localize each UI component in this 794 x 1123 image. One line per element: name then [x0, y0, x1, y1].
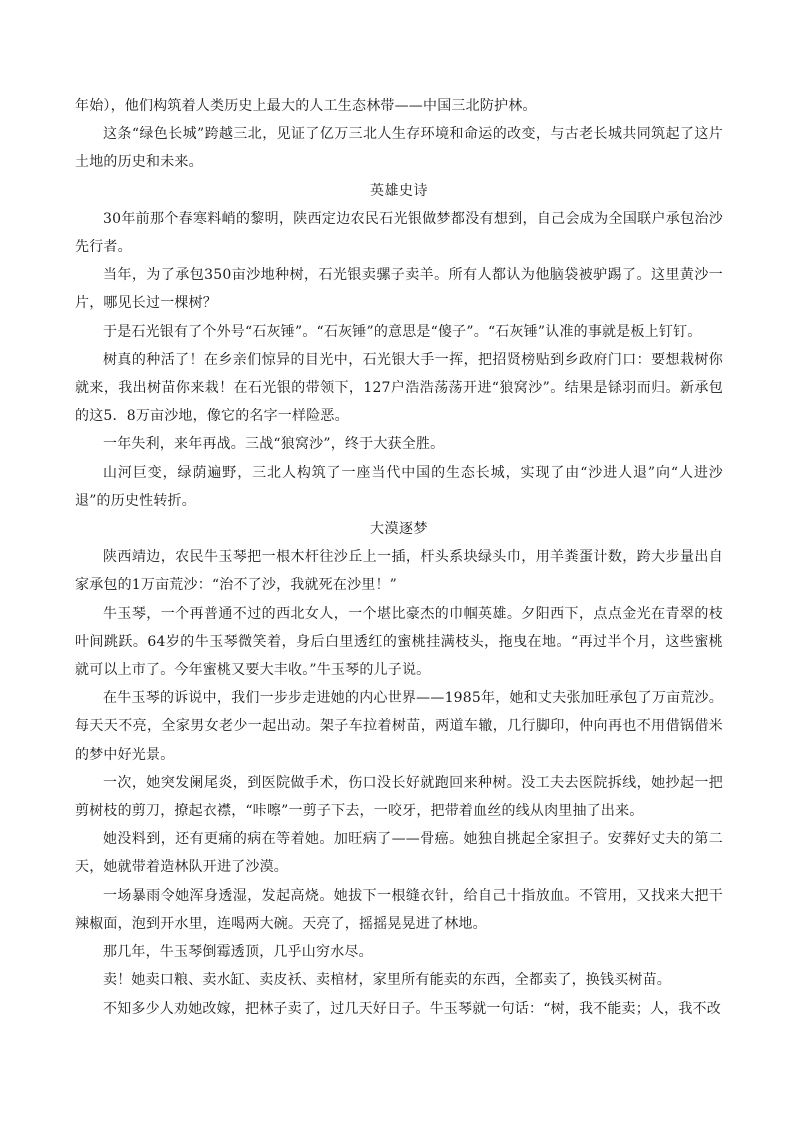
paragraph-14: 一场暴雨令她浑身透湿，发起高烧。她拔下一根缝衣针，给自己十指放血。不管用，又找来大把干辣椒面，泡到开水里，连喝两大碗。天亮了，摇摇晃晃进了林地。 — [75, 887, 723, 932]
paragraph-16: 卖！她卖口粮、卖水缸、卖皮袄、卖棺材，家里所有能卖的东西，全都卖了，换钱买树苗。 — [103, 972, 671, 989]
section-heading-desert-dream: 大漠逐梦 — [370, 521, 428, 538]
paragraph-9: 陕西靖边，农民牛玉琴把一根木杆往沙丘上一插，杆头系块绿头巾，用羊粪蛋计数，跨大步量出自家承包的1万亩荒沙：“治不了沙，我就死在沙里！” — [75, 549, 723, 594]
paragraph-13: 她没料到，还有更痛的病在等着她。加旺病了——骨癌。她独自挑起全家担子。安葬好丈夫的第二天，她就带着造林队开进了沙漠。 — [75, 831, 723, 876]
paragraph-6: 树真的种活了！在乡亲们惊异的目光中，石光银大手一挥，把招贤榜贴到乡政府门口：要想栽树你就来，我出树苗你来栽！在石光银的带领下，127户浩浩荡荡开进“狼窝沙”。结果是铩羽而归。新承包的这5．8万亩沙地，像它的名字一样险恶。 — [75, 351, 723, 425]
paragraph-12: 一次，她突发阑尾炎，到医院做手术，伤口没长好就跑回来种树。没工夫去医院拆线，她抄起一把剪树枝的剪刀，撩起衣襟，“咔嚓”一剪子下去，一咬牙，把带着血丝的线从肉里抽了出来。 — [75, 774, 723, 820]
paragraph-1: 年始），他们构筑着人类历史上最大的人工生态林带——中国三北防护林。 — [75, 98, 537, 114]
section-heading-heroic-epic: 英雄史诗 — [370, 182, 428, 199]
paragraph-15: 那几年，牛玉琴倒霉透顶，几乎山穷水尽。 — [103, 944, 373, 961]
document-page — [75, 92, 723, 1023]
paragraph-4: 当年，为了承包350亩沙地种树，石光银卖骡子卖羊。所有人都认为他脑袋被驴踢了。这里黄沙一片，哪见长过一棵树？ — [75, 267, 723, 312]
paragraph-8: 山河巨变，绿荫遍野，三北人构筑了一座当代中国的生态长城，实现了由“沙进人退”向“人进沙退”的历史性转折。 — [75, 464, 723, 509]
paragraph-7: 一年失利，来年再战。三战“狼窝沙”，终于大获全胜。 — [103, 436, 445, 453]
paragraph-10: 牛玉琴，一个再普通不过的西北女人，一个堪比豪杰的巾帼英雄。夕阳西下，点点金光在青翠的枝叶间跳跃。64岁的牛玉琴微笑着，身后白里透红的蜜桃挂满枝头，拖曳在地。“再过半个月，这些蜜桃就可以上市了。今年蜜桃又要大丰收。”牛玉琴的儿子说。 — [75, 605, 723, 679]
paragraph-11: 在牛玉琴的诉说中，我们一步步走进她的内心世界——1985年，她和丈夫张加旺承包了万亩荒沙。每天天不亮，全家男女老少一起出动。架子车拉着树苗，两道车辙，几行脚印，仲向再也不用借锅借米的梦中好光景。 — [75, 690, 723, 763]
paragraph-5: 于是石光银有了个外号“石灰锤”。“石灰锤”的意思是“傻子”。“石灰锤”认准的事就是板上钉钉。 — [103, 323, 702, 340]
paragraph-17: 不知多少人劝她改嫁，把林子卖了，过几天好日子。牛玉琴就一句话：“树，我不能卖；人，我不改 — [103, 1000, 721, 1017]
paragraph-2: 这条“绿色长城”跨越三北，见证了亿万三北人生存环境和命运的改变，与古老长城共同筑起了这片土地的历史和未来。 — [75, 126, 723, 171]
paragraph-3: 30年前那个春寒料峭的黎明，陕西定边农民石光银做梦都没有想到，自己会成为全国联户承包治沙先行者。 — [75, 210, 723, 256]
